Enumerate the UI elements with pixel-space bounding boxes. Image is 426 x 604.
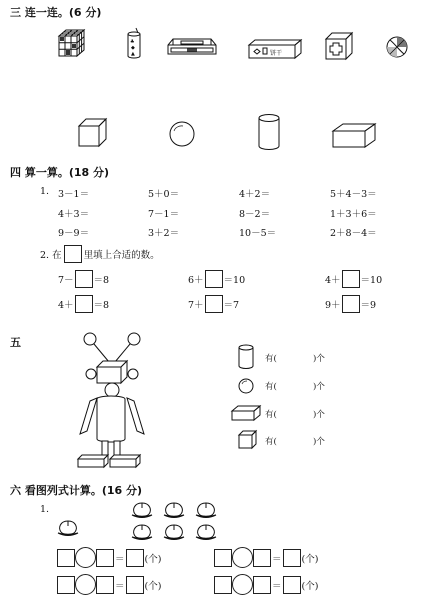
unit-label: (个) xyxy=(144,580,162,592)
fill-item xyxy=(58,295,109,313)
count-cuboid-post: )个 xyxy=(313,410,325,420)
fill-left: 4＋ xyxy=(58,300,74,311)
fill-right: ＝9 xyxy=(360,300,377,311)
count-cube-pre: 有( xyxy=(265,437,277,447)
fill-item xyxy=(188,295,239,313)
operand-box[interactable] xyxy=(96,549,114,567)
unit-label: (个) xyxy=(144,553,162,565)
count-cube-post: )个 xyxy=(313,437,325,447)
fill-item xyxy=(188,270,245,288)
sphere-icon xyxy=(168,120,196,148)
question-1-label: 1. xyxy=(40,186,50,197)
arith-item: 1＋3＋6＝ xyxy=(330,209,377,220)
fill-left: 4＋ xyxy=(325,275,341,286)
count-cylinder-icon xyxy=(238,344,254,370)
section-5-title: 五 xyxy=(10,336,21,349)
svg-text:饼干: 饼干 xyxy=(270,50,283,57)
result-box[interactable] xyxy=(283,549,301,567)
fill-left: 9＋ xyxy=(325,300,341,311)
arith-item: 3＋2＝ xyxy=(148,228,180,239)
answer-box[interactable] xyxy=(342,295,360,313)
arith-item: 5＋0＝ xyxy=(148,189,180,200)
fill-left: 7－ xyxy=(58,275,74,286)
operator-circle[interactable] xyxy=(232,574,253,595)
pencil-case-icon xyxy=(167,36,217,58)
fill-item xyxy=(325,270,382,288)
unit-label: (个) xyxy=(301,553,319,565)
answer-box[interactable] xyxy=(75,295,93,313)
answer-box[interactable] xyxy=(205,295,223,313)
unit-label: (个) xyxy=(301,580,319,592)
peach-group-icon xyxy=(130,498,222,544)
question-2-prompt xyxy=(40,245,160,263)
answer-box[interactable] xyxy=(342,270,360,288)
fill-item xyxy=(58,270,109,288)
operand-box[interactable] xyxy=(57,549,75,567)
rubiks-cube-icon xyxy=(57,28,87,58)
example-blank-box xyxy=(64,245,82,263)
count-cuboid-icon xyxy=(231,405,261,421)
count-cube-icon xyxy=(238,430,258,450)
question-2-pre: 2. 在 xyxy=(40,250,62,261)
fill-left: 7＋ xyxy=(188,300,204,311)
count-sphere-icon xyxy=(238,378,254,394)
fill-right: ＝8 xyxy=(93,275,110,286)
fill-right: ＝7 xyxy=(223,300,240,311)
cylinder-icon xyxy=(257,113,281,151)
count-cylinder-pre: 有( xyxy=(265,354,277,364)
equals-sign: ＝ xyxy=(115,553,125,565)
equals-sign: ＝ xyxy=(115,580,125,592)
arith-item: 4＋2＝ xyxy=(239,189,271,200)
drink-can-icon xyxy=(126,28,142,60)
equation-row xyxy=(57,574,161,595)
section-3-title: 三 连一连。(6 分) xyxy=(10,6,102,19)
result-box[interactable] xyxy=(126,549,144,567)
result-box[interactable] xyxy=(126,576,144,594)
answer-box[interactable] xyxy=(75,270,93,288)
svg-text:◆: ◆ xyxy=(131,45,135,51)
equals-sign: ＝ xyxy=(272,580,282,592)
operand-box[interactable] xyxy=(96,576,114,594)
count-sphere-post: )个 xyxy=(313,382,325,392)
count-sphere-pre: 有( xyxy=(265,382,277,392)
cube-icon xyxy=(78,118,108,148)
arith-item: 2＋8－4＝ xyxy=(330,228,377,239)
equation-row xyxy=(214,574,318,595)
operand-box[interactable] xyxy=(253,549,271,567)
arith-item: 9－9＝ xyxy=(58,228,90,239)
arith-item: 8－2＝ xyxy=(239,209,271,220)
arith-item: 3－1＝ xyxy=(58,189,90,200)
robot-figure xyxy=(72,327,152,469)
operator-circle[interactable] xyxy=(232,547,253,568)
count-cylinder-post: )个 xyxy=(313,354,325,364)
arith-item: 5＋4－3＝ xyxy=(330,189,377,200)
arith-item: 7－1＝ xyxy=(148,209,180,220)
operand-box[interactable] xyxy=(253,576,271,594)
operator-circle[interactable] xyxy=(75,547,96,568)
svg-text:▲: ▲ xyxy=(131,51,135,57)
equals-sign: ＝ xyxy=(272,553,282,565)
equation-row xyxy=(214,547,318,568)
arith-item: 4＋3＝ xyxy=(58,209,90,220)
equation-row xyxy=(57,547,161,568)
fill-right: ＝10 xyxy=(223,275,246,286)
answer-box[interactable] xyxy=(205,270,223,288)
operator-circle[interactable] xyxy=(75,574,96,595)
arith-item: 10－5＝ xyxy=(239,228,277,239)
section-6-title: 六 看图列式计算。(16 分) xyxy=(10,484,143,497)
result-box[interactable] xyxy=(283,576,301,594)
svg-text:♣: ♣ xyxy=(130,39,135,45)
fill-right: ＝8 xyxy=(93,300,110,311)
peach-icon xyxy=(56,516,80,538)
first-aid-box-icon xyxy=(325,32,353,60)
operand-box[interactable] xyxy=(214,576,232,594)
ball-icon xyxy=(386,36,408,58)
section-4-title: 四 算一算。(18 分) xyxy=(10,166,110,179)
cuboid-icon xyxy=(332,123,376,149)
question-1-label: 1. xyxy=(40,504,50,515)
question-2-post: 里填上合适的数。 xyxy=(83,250,160,261)
operand-box[interactable] xyxy=(214,549,232,567)
count-cuboid-pre: 有( xyxy=(265,410,277,420)
operand-box[interactable] xyxy=(57,576,75,594)
fill-item xyxy=(325,295,376,313)
fill-left: 6＋ xyxy=(188,275,204,286)
biscuit-box-icon xyxy=(248,39,302,59)
fill-right: ＝10 xyxy=(360,275,383,286)
